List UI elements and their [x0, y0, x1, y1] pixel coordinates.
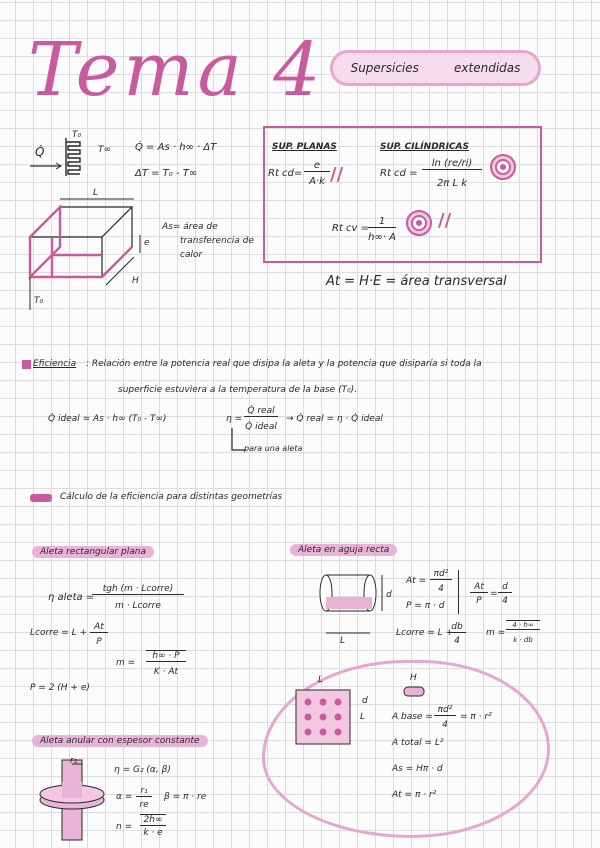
aguja-l: L	[340, 636, 346, 646]
rt-cv-lhs: Rt cv =	[332, 223, 370, 234]
fin-base	[30, 207, 60, 277]
tinf-label: T∞	[98, 145, 111, 155]
grid-l: L	[318, 675, 324, 685]
fig2-h: H	[132, 276, 139, 286]
calculo-heading: Cálculo de la eficiencia para distintas geometrías	[60, 492, 283, 502]
grid-as: As = Hπ · d	[392, 764, 443, 774]
rt-plana-lhs: Rt cd=	[268, 168, 303, 179]
planas-heading: SUP. PLANAS	[272, 142, 337, 152]
rt-plana-num: e	[304, 160, 330, 172]
anular-eta: η = G₂ (α, β)	[114, 765, 171, 775]
q-label: Q̇	[35, 145, 45, 159]
rect-lcorr: Lcorre = L +	[30, 628, 88, 638]
eta-arrow: → Q̇ real = η · Q̇ ideal	[286, 414, 383, 424]
aguja-title: Aleta en aguja recta	[290, 544, 397, 556]
rect-m-den: K · At	[153, 667, 179, 677]
aguja-at-num: πd²	[430, 569, 452, 580]
badge-left: Supersicies	[350, 61, 419, 75]
aguja-ratio-num: At	[470, 582, 488, 593]
plana-marks: //	[330, 164, 344, 185]
aguja-lcorr-num: db	[448, 622, 466, 633]
fig2-e: e	[144, 238, 150, 248]
needle-fin-figure	[316, 565, 386, 645]
fin-zigzag	[66, 138, 80, 176]
rt-cv-num: 1	[368, 216, 396, 228]
aguja-at: At =	[406, 576, 427, 586]
aguja-lcorr-den: 4	[454, 636, 460, 646]
aguja-lcorr: Lcorre = L +	[396, 628, 454, 638]
pin-array-figure	[294, 688, 354, 746]
anular-n-num: 2h∞	[140, 814, 166, 826]
anular-r1: r₁	[70, 756, 78, 766]
cv-marks: //	[438, 210, 452, 231]
anular-beta: β = π · re	[164, 792, 207, 802]
eta-note: para una aleta	[244, 444, 303, 453]
eficiencia-bullet	[22, 360, 31, 369]
rect-m-num: h∞ · P	[146, 650, 186, 662]
anular-alpha-den: re	[139, 800, 149, 810]
aguja-m-num: 4 · h∞	[506, 620, 540, 630]
fin-side	[102, 207, 132, 277]
anular-alpha-num: r₁	[136, 786, 152, 797]
rect-eta-den: m · Lcorre	[115, 601, 161, 611]
calculo-bar	[30, 494, 52, 502]
aguja-m-lhs: m =	[486, 628, 506, 638]
fig2-l: L	[93, 188, 99, 198]
aguja-d: d	[386, 590, 392, 600]
eta-lhs: η =	[226, 414, 243, 424]
badge-right: extendidas	[454, 61, 521, 75]
as-definition-3: calor	[180, 250, 203, 260]
rect-lcorr-num: At	[90, 622, 108, 633]
rect-lcorr-den: P	[96, 637, 102, 647]
q-equation: Q̇ = As · h∞ · ΔT	[135, 142, 217, 153]
aguja-ratio-den: P	[476, 596, 482, 606]
subtitle-badge	[330, 50, 541, 86]
eficiencia-text-2: superficie estuviera a la temperatura de la base (T₀).	[118, 385, 358, 395]
aguja-ratio-r-den: 4	[502, 596, 508, 606]
grid-side-l: L	[360, 712, 366, 722]
grid-at: At = π · r²	[392, 790, 437, 800]
anular-n-lhs: n =	[116, 822, 133, 832]
grid-abase-r: = π · r²	[460, 712, 492, 722]
rect-perimeter: P = 2 (H + e)	[30, 683, 90, 693]
rect-eta-num: tgh (m · Lcorre)	[92, 584, 184, 595]
fig2-t0: T₀	[34, 296, 44, 306]
t0-label: T₀	[72, 130, 82, 140]
grid-h: H	[410, 673, 417, 683]
dt-equation: ΔT = T₀ - T∞	[135, 168, 198, 179]
aguja-ratio-eq: =	[490, 589, 498, 599]
anular-n-den: k · e	[143, 828, 163, 838]
rect-title: Aleta rectangular plana	[32, 546, 154, 558]
aguja-at-den: 4	[438, 584, 444, 594]
rt-cv-den: h∞· A	[368, 232, 396, 243]
aguja-divider	[458, 570, 459, 614]
qideal-equation: Q̇ ideal = As · h∞ (T₀ - T∞)	[48, 414, 167, 424]
as-definition-1: As= área de	[162, 222, 218, 232]
aguja-perimeter: P = π · d	[406, 601, 445, 611]
at-definition: At = H·E = área transversal	[326, 274, 507, 289]
rt-plana-den: A·k	[309, 176, 325, 187]
cylinder-target-icon	[488, 152, 518, 182]
eta-num: Q̇ real	[244, 406, 278, 417]
eta-den: Q̇ ideal	[245, 422, 277, 432]
as-definition-2: transferencia de	[180, 236, 254, 246]
eficiencia-text-1: : Relación entre la potencia real que disipa la aleta y la potencia que disiparía si toda la	[86, 359, 482, 369]
grid-abase-num: πd²	[434, 705, 456, 716]
page-title: Tema 4	[28, 27, 325, 113]
rect-eta-lhs: η aleta =	[48, 592, 95, 603]
pin-side-figure	[400, 684, 430, 700]
aguja-ratio-r-num: d	[498, 582, 512, 593]
cylinder-target-icon-2	[404, 208, 434, 238]
grid-d: d	[362, 696, 368, 706]
cilindricas-heading: SUP. CILÍNDRICAS	[380, 142, 469, 152]
aguja-m-den: k · db	[513, 636, 533, 644]
dim-h	[106, 257, 134, 285]
grid-atotal: A total = L²	[392, 738, 444, 748]
anular-alpha-lhs: α =	[116, 792, 133, 802]
fin-front	[30, 237, 102, 277]
anular-title: Aleta anular con espesor constante	[32, 735, 208, 747]
grid-abase-den: 4	[442, 720, 448, 730]
grid-abase: A base =	[392, 712, 433, 722]
rt-cil-den: 2π L k	[436, 178, 468, 189]
eficiencia-label: Eficiencia	[33, 359, 77, 369]
rt-cil-num: ln (re/ri)	[422, 158, 482, 170]
rt-cil-lhs: Rt cd =	[380, 168, 418, 179]
rect-m-lhs: m =	[116, 658, 136, 668]
